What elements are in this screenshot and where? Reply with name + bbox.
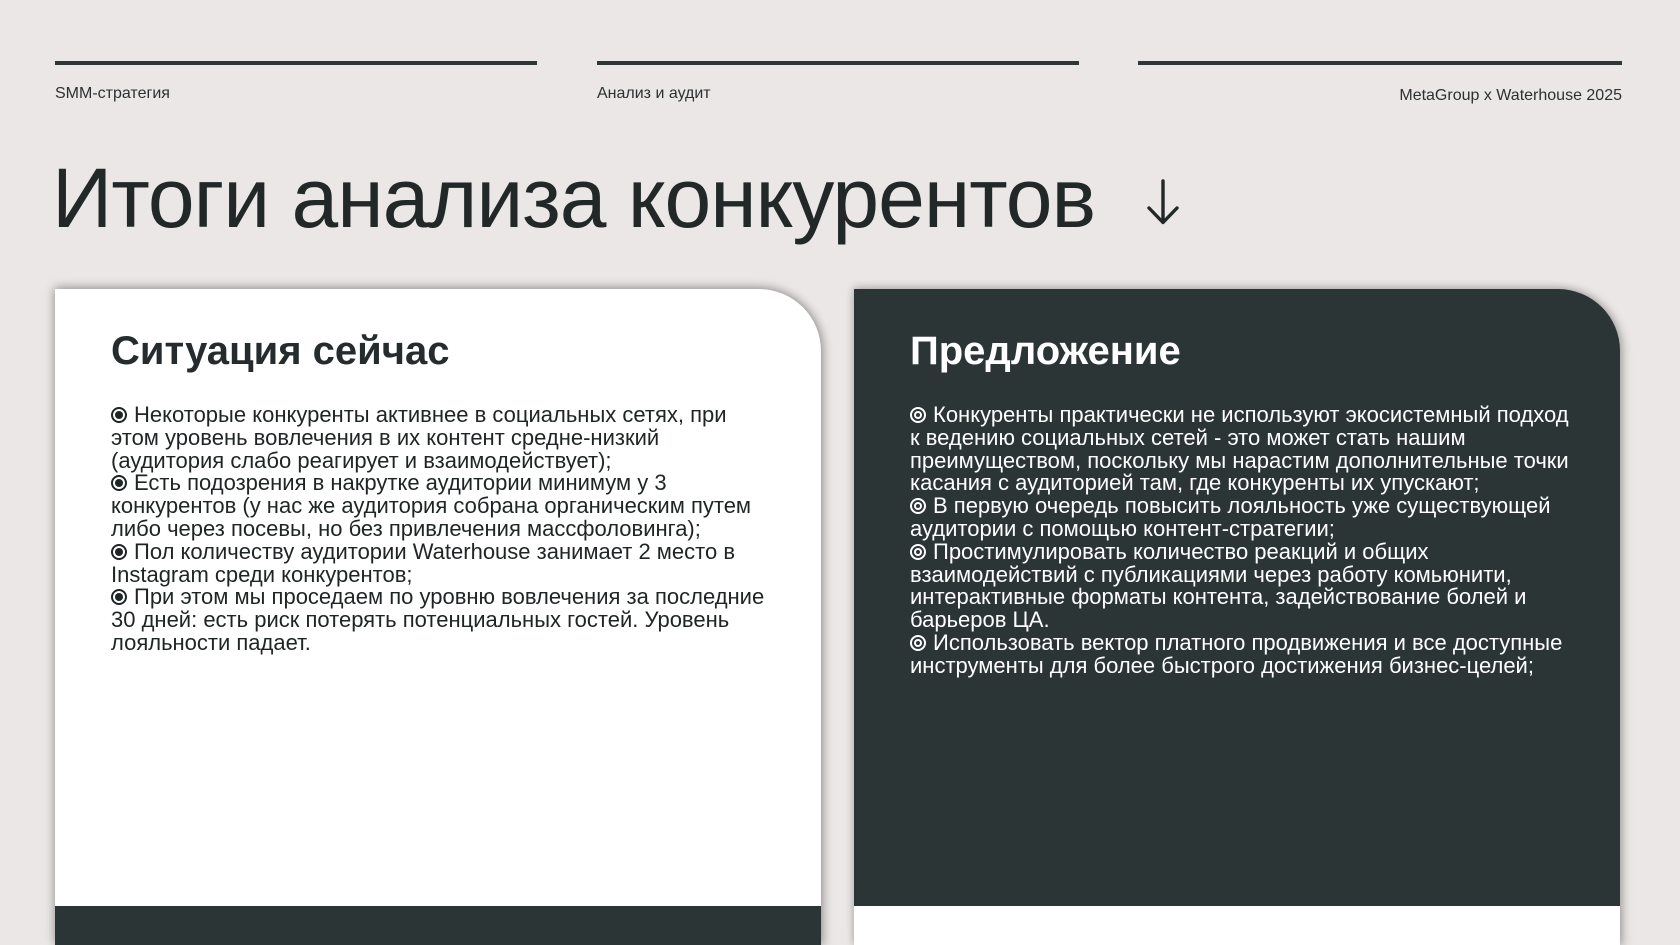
situation-item <box>111 538 771 587</box>
situation-item <box>111 404 771 472</box>
situation-item <box>111 472 771 540</box>
ring-circle-bullet-icon <box>910 544 926 560</box>
arrow-down-icon <box>1143 175 1183 231</box>
situation-item-text: Есть подозрения в накрутке аудитории минимум у 3 конкурентов (у нас же аудитория собрана органическим путем либо через посевы, но без привлечения массфоловинга); <box>111 470 752 541</box>
situation-card <box>55 289 821 945</box>
ring-circle-bullet-icon <box>910 407 926 423</box>
proposal-item-text: Использовать вектор платного продвижения и все доступные инструменты для более быстрого достижения бизнес-целей; <box>910 629 1563 678</box>
filled-circle-bullet-icon <box>111 407 127 423</box>
situation-item-text: Некоторые конкуренты активнее в социальных сетях, при этом уровень вовлечения в их контент средне-низкий (аудитория слабо реагирует и взаимодействует); <box>111 402 727 473</box>
situation-item <box>111 586 771 654</box>
proposal-card <box>854 289 1620 945</box>
page-title: Итоги анализа конкурентов <box>52 151 1096 245</box>
proposal-item-text: Простимулировать количество реакций и общих взаимодействий с публикациями через работу комьюнити, интерактивные форматы контента, задействование болей и барьеров ЦА. <box>910 538 1527 633</box>
situation-list <box>111 404 771 655</box>
filled-circle-bullet-icon <box>111 544 127 560</box>
proposal-item <box>910 629 1578 678</box>
filled-circle-bullet-icon <box>111 589 127 605</box>
proposal-item <box>910 404 1578 495</box>
title-row <box>52 148 1183 248</box>
proposal-card-footer-strip <box>854 906 1620 945</box>
ring-circle-bullet-icon <box>910 498 926 514</box>
situation-item-text: Пол количеству аудитории Waterhouse занимает 2 место в Instagram среди конкурентов; <box>111 538 736 587</box>
header-project-label: MetaGroup x Waterhouse 2025 <box>1399 87 1622 104</box>
header-section-label: SMM-стратегия <box>55 85 170 102</box>
proposal-item <box>910 495 1578 541</box>
top-rule-right <box>1138 61 1622 65</box>
top-rule-center <box>597 61 1079 65</box>
proposal-item-text: В первую очередь повысить лояльность уже существующей аудитории с помощью контент-стратегии; <box>910 493 1551 541</box>
situation-item-text: При этом мы проседаем по уровню вовлечения за последние 30 дней: есть риск потерять потенциальных гостей. Уровень лояльности падает. <box>111 584 765 655</box>
proposal-item-text: Конкуренты практически не используют экосистемный подход к ведению социальных сетей - это может стать нашим преимуществом, поскольку мы нарастим дополнительные точки касания с аудиторией там, где конкуренты их упускают; <box>910 402 1569 496</box>
proposal-card-title: Предложение <box>910 329 1181 373</box>
top-rule-left <box>55 61 537 65</box>
header-topic-label: Анализ и аудит <box>597 85 711 102</box>
proposal-list <box>910 404 1578 678</box>
ring-circle-bullet-icon <box>910 635 926 651</box>
proposal-item <box>910 538 1578 633</box>
situation-card-footer-strip <box>55 906 821 945</box>
situation-card-title: Ситуация сейчас <box>111 329 450 373</box>
filled-circle-bullet-icon <box>111 475 127 491</box>
